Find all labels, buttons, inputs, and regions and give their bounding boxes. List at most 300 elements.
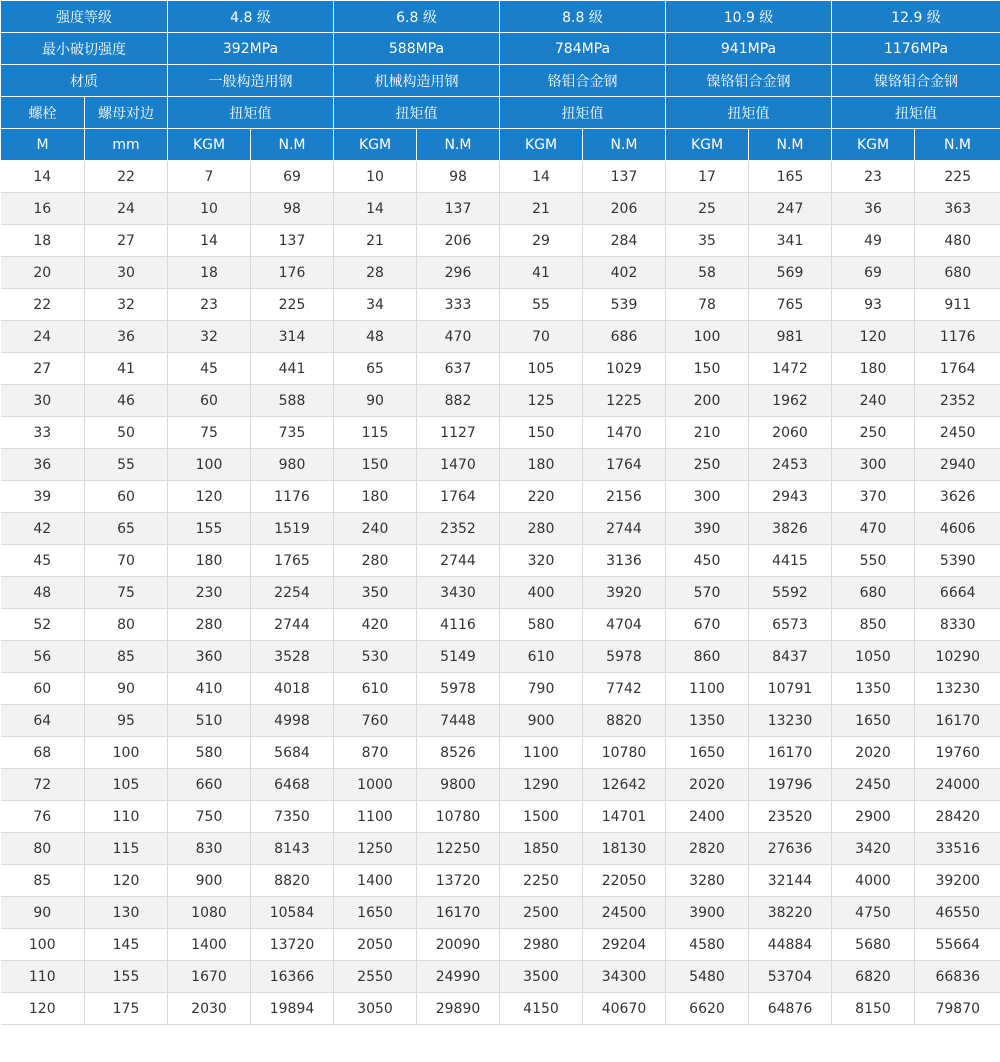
nut-width-cell: 155 bbox=[85, 961, 168, 993]
nut-width-cell: 120 bbox=[85, 865, 168, 897]
nm-8-8-cell: 18130 bbox=[583, 833, 666, 865]
unit-nm: N.M bbox=[749, 129, 832, 161]
kgm-6-8-cell: 90 bbox=[334, 385, 417, 417]
nm-10-9-cell: 341 bbox=[749, 225, 832, 257]
nm-6-8-cell: 3430 bbox=[417, 577, 500, 609]
strength-4-8: 392MPa bbox=[168, 33, 334, 65]
material-8-8: 铬钼合金钢 bbox=[500, 65, 666, 97]
nm-4-8-cell: 2744 bbox=[251, 609, 334, 641]
kgm-12-9-cell: 850 bbox=[832, 609, 915, 641]
kgm-8-8-cell: 1500 bbox=[500, 801, 583, 833]
nm-10-9-cell: 981 bbox=[749, 321, 832, 353]
bolt-size-cell: 33 bbox=[1, 417, 85, 449]
bolt-size-cell: 85 bbox=[1, 865, 85, 897]
kgm-6-8-cell: 1250 bbox=[334, 833, 417, 865]
kgm-8-8-cell: 790 bbox=[500, 673, 583, 705]
torque-label-6-8: 扭矩值 bbox=[334, 97, 500, 129]
kgm-12-9-cell: 2020 bbox=[832, 737, 915, 769]
kgm-12-9-cell: 8150 bbox=[832, 993, 915, 1025]
nm-8-8-cell: 7742 bbox=[583, 673, 666, 705]
kgm-10-9-cell: 150 bbox=[666, 353, 749, 385]
unit-kgm: KGM bbox=[334, 129, 417, 161]
bolt-size-cell: 18 bbox=[1, 225, 85, 257]
nm-10-9-cell: 6573 bbox=[749, 609, 832, 641]
nut-width-cell: 110 bbox=[85, 801, 168, 833]
nm-4-8-cell: 735 bbox=[251, 417, 334, 449]
torque-label-4-8: 扭矩值 bbox=[168, 97, 334, 129]
table-row bbox=[1, 769, 1000, 801]
nut-width-cell: 115 bbox=[85, 833, 168, 865]
kgm-12-9-cell: 550 bbox=[832, 545, 915, 577]
kgm-10-9-cell: 2400 bbox=[666, 801, 749, 833]
bolt-size-cell: 45 bbox=[1, 545, 85, 577]
nm-6-8-cell: 13720 bbox=[417, 865, 500, 897]
kgm-6-8-cell: 1400 bbox=[334, 865, 417, 897]
unit-kgm: KGM bbox=[500, 129, 583, 161]
kgm-6-8-cell: 1650 bbox=[334, 897, 417, 929]
kgm-12-9-cell: 5680 bbox=[832, 929, 915, 961]
nm-6-8-cell: 1127 bbox=[417, 417, 500, 449]
kgm-6-8-cell: 21 bbox=[334, 225, 417, 257]
bolt-size-cell: 110 bbox=[1, 961, 85, 993]
bolt-size-cell: 90 bbox=[1, 897, 85, 929]
kgm-10-9-cell: 5480 bbox=[666, 961, 749, 993]
nut-width-cell: 85 bbox=[85, 641, 168, 673]
kgm-6-8-cell: 150 bbox=[334, 449, 417, 481]
table-row bbox=[1, 865, 1000, 897]
kgm-6-8-cell: 180 bbox=[334, 481, 417, 513]
table-row bbox=[1, 321, 1000, 353]
nm-4-8-cell: 1765 bbox=[251, 545, 334, 577]
nm-4-8-cell: 10584 bbox=[251, 897, 334, 929]
kgm-4-8-cell: 23 bbox=[168, 289, 251, 321]
unit-kgm: KGM bbox=[168, 129, 251, 161]
kgm-6-8-cell: 48 bbox=[334, 321, 417, 353]
table-row bbox=[1, 289, 1000, 321]
nm-12-9-cell: 33516 bbox=[915, 833, 1000, 865]
kgm-10-9-cell: 35 bbox=[666, 225, 749, 257]
kgm-4-8-cell: 10 bbox=[168, 193, 251, 225]
nut-width-cell: 30 bbox=[85, 257, 168, 289]
kgm-8-8-cell: 125 bbox=[500, 385, 583, 417]
kgm-6-8-cell: 2550 bbox=[334, 961, 417, 993]
nm-8-8-cell: 10780 bbox=[583, 737, 666, 769]
kgm-10-9-cell: 390 bbox=[666, 513, 749, 545]
nm-4-8-cell: 4998 bbox=[251, 705, 334, 737]
kgm-10-9-cell: 3900 bbox=[666, 897, 749, 929]
kgm-4-8-cell: 32 bbox=[168, 321, 251, 353]
table-row bbox=[1, 641, 1000, 673]
nm-4-8-cell: 19894 bbox=[251, 993, 334, 1025]
nm-6-8-cell: 1470 bbox=[417, 449, 500, 481]
kgm-8-8-cell: 2250 bbox=[500, 865, 583, 897]
kgm-8-8-cell: 2500 bbox=[500, 897, 583, 929]
bolt-size-cell: 120 bbox=[1, 993, 85, 1025]
nm-12-9-cell: 28420 bbox=[915, 801, 1000, 833]
nm-10-9-cell: 247 bbox=[749, 193, 832, 225]
table-row bbox=[1, 225, 1000, 257]
nm-12-9-cell: 79870 bbox=[915, 993, 1000, 1025]
nm-8-8-cell: 402 bbox=[583, 257, 666, 289]
nm-6-8-cell: 98 bbox=[417, 161, 500, 193]
nm-6-8-cell: 2352 bbox=[417, 513, 500, 545]
table-row bbox=[1, 961, 1000, 993]
nut-width-cell: 95 bbox=[85, 705, 168, 737]
kgm-6-8-cell: 350 bbox=[334, 577, 417, 609]
unit-nm: N.M bbox=[583, 129, 666, 161]
nut-width-cell: 75 bbox=[85, 577, 168, 609]
kgm-8-8-cell: 900 bbox=[500, 705, 583, 737]
nut-width-cell: 27 bbox=[85, 225, 168, 257]
kgm-8-8-cell: 55 bbox=[500, 289, 583, 321]
kgm-4-8-cell: 660 bbox=[168, 769, 251, 801]
nm-4-8-cell: 314 bbox=[251, 321, 334, 353]
kgm-10-9-cell: 300 bbox=[666, 481, 749, 513]
kgm-12-9-cell: 470 bbox=[832, 513, 915, 545]
kgm-6-8-cell: 3050 bbox=[334, 993, 417, 1025]
nm-6-8-cell: 8526 bbox=[417, 737, 500, 769]
nm-8-8-cell: 539 bbox=[583, 289, 666, 321]
table-row bbox=[1, 513, 1000, 545]
nm-6-8-cell: 16170 bbox=[417, 897, 500, 929]
kgm-12-9-cell: 2450 bbox=[832, 769, 915, 801]
kgm-12-9-cell: 680 bbox=[832, 577, 915, 609]
bolt-size-cell: 56 bbox=[1, 641, 85, 673]
nm-10-9-cell: 4415 bbox=[749, 545, 832, 577]
grade-12-9: 12.9 级 bbox=[832, 1, 1000, 33]
nm-10-9-cell: 569 bbox=[749, 257, 832, 289]
nm-12-9-cell: 1176 bbox=[915, 321, 1000, 353]
nm-12-9-cell: 19760 bbox=[915, 737, 1000, 769]
nm-6-8-cell: 1764 bbox=[417, 481, 500, 513]
kgm-8-8-cell: 1290 bbox=[500, 769, 583, 801]
bolt-size-cell: 27 bbox=[1, 353, 85, 385]
kgm-6-8-cell: 10 bbox=[334, 161, 417, 193]
bolt-size-cell: 14 bbox=[1, 161, 85, 193]
nut-width-cell: 130 bbox=[85, 897, 168, 929]
nut-width-cell: 36 bbox=[85, 321, 168, 353]
nm-10-9-cell: 38220 bbox=[749, 897, 832, 929]
kgm-10-9-cell: 6620 bbox=[666, 993, 749, 1025]
nm-8-8-cell: 1029 bbox=[583, 353, 666, 385]
nm-10-9-cell: 44884 bbox=[749, 929, 832, 961]
kgm-6-8-cell: 115 bbox=[334, 417, 417, 449]
nm-4-8-cell: 5684 bbox=[251, 737, 334, 769]
nm-4-8-cell: 176 bbox=[251, 257, 334, 289]
table-row bbox=[1, 545, 1000, 577]
nm-12-9-cell: 4606 bbox=[915, 513, 1000, 545]
bolt-size-cell: 76 bbox=[1, 801, 85, 833]
material-10-9: 镍铬钼合金钢 bbox=[666, 65, 832, 97]
kgm-8-8-cell: 1100 bbox=[500, 737, 583, 769]
table-row bbox=[1, 833, 1000, 865]
material-12-9: 镍铬钼合金钢 bbox=[832, 65, 1000, 97]
nut-label: 螺母对边 bbox=[85, 97, 168, 129]
kgm-4-8-cell: 2030 bbox=[168, 993, 251, 1025]
kgm-12-9-cell: 300 bbox=[832, 449, 915, 481]
nm-12-9-cell: 66836 bbox=[915, 961, 1000, 993]
nm-6-8-cell: 10780 bbox=[417, 801, 500, 833]
nm-10-9-cell: 165 bbox=[749, 161, 832, 193]
nm-4-8-cell: 13720 bbox=[251, 929, 334, 961]
table-row bbox=[1, 705, 1000, 737]
kgm-10-9-cell: 450 bbox=[666, 545, 749, 577]
table-row bbox=[1, 577, 1000, 609]
kgm-6-8-cell: 870 bbox=[334, 737, 417, 769]
bolt-size-cell: 42 bbox=[1, 513, 85, 545]
kgm-4-8-cell: 1080 bbox=[168, 897, 251, 929]
bolt-size-cell: 72 bbox=[1, 769, 85, 801]
nm-10-9-cell: 13230 bbox=[749, 705, 832, 737]
nm-6-8-cell: 5149 bbox=[417, 641, 500, 673]
nm-12-9-cell: 10290 bbox=[915, 641, 1000, 673]
kgm-4-8-cell: 14 bbox=[168, 225, 251, 257]
nm-4-8-cell: 225 bbox=[251, 289, 334, 321]
nm-10-9-cell: 64876 bbox=[749, 993, 832, 1025]
nm-12-9-cell: 480 bbox=[915, 225, 1000, 257]
kgm-10-9-cell: 25 bbox=[666, 193, 749, 225]
strength-12-9: 1176MPa bbox=[832, 33, 1000, 65]
nm-6-8-cell: 20090 bbox=[417, 929, 500, 961]
kgm-10-9-cell: 58 bbox=[666, 257, 749, 289]
nm-12-9-cell: 1764 bbox=[915, 353, 1000, 385]
nm-12-9-cell: 13230 bbox=[915, 673, 1000, 705]
kgm-12-9-cell: 1050 bbox=[832, 641, 915, 673]
nm-12-9-cell: 2352 bbox=[915, 385, 1000, 417]
nm-12-9-cell: 3626 bbox=[915, 481, 1000, 513]
nm-6-8-cell: 333 bbox=[417, 289, 500, 321]
nm-6-8-cell: 7448 bbox=[417, 705, 500, 737]
nm-12-9-cell: 2450 bbox=[915, 417, 1000, 449]
bolt-size-cell: 52 bbox=[1, 609, 85, 641]
kgm-10-9-cell: 2020 bbox=[666, 769, 749, 801]
nm-6-8-cell: 9800 bbox=[417, 769, 500, 801]
nm-4-8-cell: 6468 bbox=[251, 769, 334, 801]
nm-10-9-cell: 2943 bbox=[749, 481, 832, 513]
nm-4-8-cell: 4018 bbox=[251, 673, 334, 705]
nm-4-8-cell: 8143 bbox=[251, 833, 334, 865]
table-body bbox=[1, 161, 1000, 1025]
nm-8-8-cell: 5978 bbox=[583, 641, 666, 673]
grade-row bbox=[1, 1, 1000, 33]
kgm-10-9-cell: 2820 bbox=[666, 833, 749, 865]
kgm-4-8-cell: 180 bbox=[168, 545, 251, 577]
nm-10-9-cell: 765 bbox=[749, 289, 832, 321]
bolt-size-cell: 36 bbox=[1, 449, 85, 481]
kgm-12-9-cell: 180 bbox=[832, 353, 915, 385]
bolt-size-cell: 24 bbox=[1, 321, 85, 353]
kgm-6-8-cell: 1000 bbox=[334, 769, 417, 801]
nm-4-8-cell: 441 bbox=[251, 353, 334, 385]
kgm-12-9-cell: 1650 bbox=[832, 705, 915, 737]
kgm-4-8-cell: 580 bbox=[168, 737, 251, 769]
kgm-4-8-cell: 18 bbox=[168, 257, 251, 289]
nut-width-cell: 145 bbox=[85, 929, 168, 961]
kgm-10-9-cell: 210 bbox=[666, 417, 749, 449]
nm-10-9-cell: 10791 bbox=[749, 673, 832, 705]
table-header bbox=[1, 1, 1000, 161]
kgm-10-9-cell: 100 bbox=[666, 321, 749, 353]
kgm-8-8-cell: 70 bbox=[500, 321, 583, 353]
kgm-6-8-cell: 1100 bbox=[334, 801, 417, 833]
table-row bbox=[1, 449, 1000, 481]
kgm-8-8-cell: 21 bbox=[500, 193, 583, 225]
nm-6-8-cell: 470 bbox=[417, 321, 500, 353]
material-row bbox=[1, 65, 1000, 97]
kgm-10-9-cell: 1350 bbox=[666, 705, 749, 737]
kgm-8-8-cell: 150 bbox=[500, 417, 583, 449]
kgm-8-8-cell: 105 bbox=[500, 353, 583, 385]
kgm-6-8-cell: 530 bbox=[334, 641, 417, 673]
strength-10-9: 941MPa bbox=[666, 33, 832, 65]
kgm-12-9-cell: 240 bbox=[832, 385, 915, 417]
kgm-8-8-cell: 41 bbox=[500, 257, 583, 289]
bolt-size-cell: 68 bbox=[1, 737, 85, 769]
kgm-6-8-cell: 14 bbox=[334, 193, 417, 225]
nm-12-9-cell: 8330 bbox=[915, 609, 1000, 641]
nut-width-cell: 80 bbox=[85, 609, 168, 641]
nm-12-9-cell: 911 bbox=[915, 289, 1000, 321]
kgm-12-9-cell: 6820 bbox=[832, 961, 915, 993]
nm-10-9-cell: 16170 bbox=[749, 737, 832, 769]
table-row bbox=[1, 257, 1000, 289]
nm-6-8-cell: 137 bbox=[417, 193, 500, 225]
table-row bbox=[1, 993, 1000, 1025]
unit-row bbox=[1, 129, 1000, 161]
kgm-10-9-cell: 250 bbox=[666, 449, 749, 481]
kgm-10-9-cell: 1100 bbox=[666, 673, 749, 705]
nut-width-cell: 90 bbox=[85, 673, 168, 705]
table-row bbox=[1, 801, 1000, 833]
nut-width-cell: 55 bbox=[85, 449, 168, 481]
nm-8-8-cell: 12642 bbox=[583, 769, 666, 801]
nm-8-8-cell: 3920 bbox=[583, 577, 666, 609]
kgm-8-8-cell: 3500 bbox=[500, 961, 583, 993]
kgm-10-9-cell: 860 bbox=[666, 641, 749, 673]
kgm-12-9-cell: 93 bbox=[832, 289, 915, 321]
nm-6-8-cell: 4116 bbox=[417, 609, 500, 641]
kgm-4-8-cell: 900 bbox=[168, 865, 251, 897]
kgm-12-9-cell: 2900 bbox=[832, 801, 915, 833]
unit-nm: N.M bbox=[915, 129, 1000, 161]
table-row bbox=[1, 353, 1000, 385]
kgm-4-8-cell: 60 bbox=[168, 385, 251, 417]
nm-4-8-cell: 137 bbox=[251, 225, 334, 257]
nm-8-8-cell: 686 bbox=[583, 321, 666, 353]
kgm-12-9-cell: 4000 bbox=[832, 865, 915, 897]
nm-10-9-cell: 19796 bbox=[749, 769, 832, 801]
kgm-6-8-cell: 2050 bbox=[334, 929, 417, 961]
nut-width-cell: 175 bbox=[85, 993, 168, 1025]
nm-6-8-cell: 206 bbox=[417, 225, 500, 257]
nm-8-8-cell: 4704 bbox=[583, 609, 666, 641]
kgm-8-8-cell: 1850 bbox=[500, 833, 583, 865]
nm-10-9-cell: 23520 bbox=[749, 801, 832, 833]
kgm-4-8-cell: 1670 bbox=[168, 961, 251, 993]
kgm-4-8-cell: 7 bbox=[168, 161, 251, 193]
kgm-4-8-cell: 750 bbox=[168, 801, 251, 833]
strength-row bbox=[1, 33, 1000, 65]
nm-6-8-cell: 637 bbox=[417, 353, 500, 385]
kgm-8-8-cell: 220 bbox=[500, 481, 583, 513]
nm-4-8-cell: 16366 bbox=[251, 961, 334, 993]
kgm-6-8-cell: 240 bbox=[334, 513, 417, 545]
kgm-4-8-cell: 45 bbox=[168, 353, 251, 385]
table-row bbox=[1, 385, 1000, 417]
nm-4-8-cell: 3528 bbox=[251, 641, 334, 673]
nm-12-9-cell: 39200 bbox=[915, 865, 1000, 897]
nut-width-cell: 32 bbox=[85, 289, 168, 321]
nm-4-8-cell: 1176 bbox=[251, 481, 334, 513]
table-row bbox=[1, 897, 1000, 929]
strength-8-8: 784MPa bbox=[500, 33, 666, 65]
nm-4-8-cell: 2254 bbox=[251, 577, 334, 609]
nm-10-9-cell: 2453 bbox=[749, 449, 832, 481]
kgm-6-8-cell: 280 bbox=[334, 545, 417, 577]
kgm-8-8-cell: 29 bbox=[500, 225, 583, 257]
kgm-8-8-cell: 320 bbox=[500, 545, 583, 577]
bolt-size-cell: 80 bbox=[1, 833, 85, 865]
bolt-size-cell: 60 bbox=[1, 673, 85, 705]
nut-width-cell: 22 bbox=[85, 161, 168, 193]
kgm-4-8-cell: 410 bbox=[168, 673, 251, 705]
kgm-10-9-cell: 3280 bbox=[666, 865, 749, 897]
table-row bbox=[1, 417, 1000, 449]
nm-10-9-cell: 8437 bbox=[749, 641, 832, 673]
kgm-10-9-cell: 4580 bbox=[666, 929, 749, 961]
kgm-6-8-cell: 610 bbox=[334, 673, 417, 705]
nm-12-9-cell: 5390 bbox=[915, 545, 1000, 577]
table-row bbox=[1, 193, 1000, 225]
bolt-size-cell: 39 bbox=[1, 481, 85, 513]
strength-6-8: 588MPa bbox=[334, 33, 500, 65]
table-row bbox=[1, 609, 1000, 641]
unit-kgm: KGM bbox=[666, 129, 749, 161]
nut-width-cell: 46 bbox=[85, 385, 168, 417]
table-row bbox=[1, 929, 1000, 961]
kgm-8-8-cell: 2980 bbox=[500, 929, 583, 961]
kgm-10-9-cell: 17 bbox=[666, 161, 749, 193]
nm-12-9-cell: 55664 bbox=[915, 929, 1000, 961]
nm-12-9-cell: 680 bbox=[915, 257, 1000, 289]
nut-width-cell: 41 bbox=[85, 353, 168, 385]
kgm-4-8-cell: 360 bbox=[168, 641, 251, 673]
nut-width-cell: 70 bbox=[85, 545, 168, 577]
nm-10-9-cell: 27636 bbox=[749, 833, 832, 865]
nm-6-8-cell: 2744 bbox=[417, 545, 500, 577]
nm-10-9-cell: 32144 bbox=[749, 865, 832, 897]
kgm-12-9-cell: 120 bbox=[832, 321, 915, 353]
nm-12-9-cell: 16170 bbox=[915, 705, 1000, 737]
bolt-label: 螺栓 bbox=[1, 97, 85, 129]
nm-4-8-cell: 7350 bbox=[251, 801, 334, 833]
table-row bbox=[1, 481, 1000, 513]
bolt-size-cell: 30 bbox=[1, 385, 85, 417]
nm-6-8-cell: 12250 bbox=[417, 833, 500, 865]
torque-label-8-8: 扭矩值 bbox=[500, 97, 666, 129]
kgm-4-8-cell: 120 bbox=[168, 481, 251, 513]
nut-width-cell: 24 bbox=[85, 193, 168, 225]
kgm-10-9-cell: 78 bbox=[666, 289, 749, 321]
table-row bbox=[1, 737, 1000, 769]
kgm-4-8-cell: 75 bbox=[168, 417, 251, 449]
bolt-size-cell: 22 bbox=[1, 289, 85, 321]
nm-8-8-cell: 206 bbox=[583, 193, 666, 225]
kgm-4-8-cell: 510 bbox=[168, 705, 251, 737]
kgm-12-9-cell: 36 bbox=[832, 193, 915, 225]
nm-6-8-cell: 882 bbox=[417, 385, 500, 417]
nm-8-8-cell: 137 bbox=[583, 161, 666, 193]
